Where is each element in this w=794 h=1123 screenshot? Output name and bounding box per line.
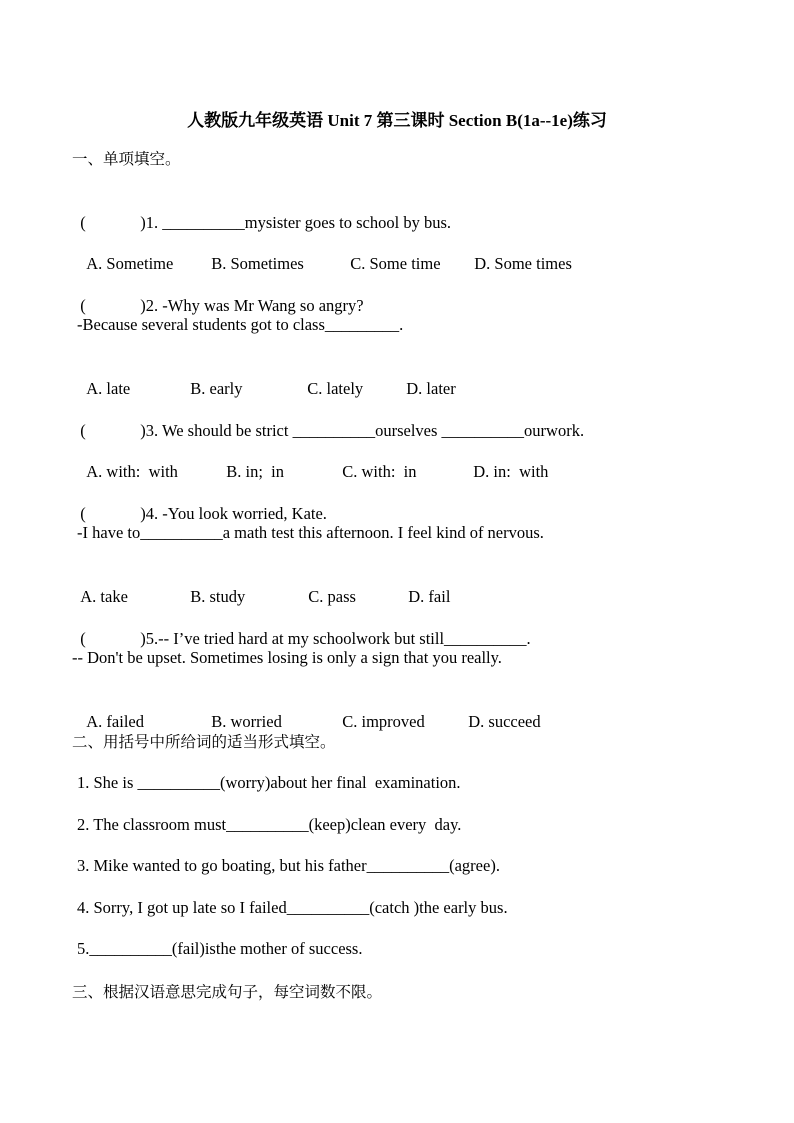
question-2-options <box>78 356 456 400</box>
question-2 <box>72 273 364 317</box>
section-heading-2: 二、用括号中所给词的适当形式填空。 <box>72 733 336 751</box>
option-b: B. Sometimes <box>211 254 304 273</box>
option-c: C. lately <box>307 379 364 398</box>
option-b: B. worried <box>211 712 282 731</box>
answer-bracket[interactable]: ( <box>80 629 86 648</box>
option-c: C. improved <box>342 712 425 731</box>
question-1 <box>72 190 451 234</box>
answer-bracket[interactable]: ( <box>80 213 86 232</box>
option-b: B. early <box>190 379 243 398</box>
option-a: A. with: with <box>86 462 178 481</box>
question-5 <box>72 606 531 650</box>
fill-item: 2. The classroom must__________(keep)clean every day. <box>77 815 462 834</box>
question-stem: )5.-- I’ve tried hard at my schoolwork but still__________. <box>140 629 531 648</box>
option-c: C. pass <box>308 587 356 606</box>
option-d: D. fail <box>408 587 451 606</box>
fill-item: 3. Mike wanted to go boating, but his father__________(agree). <box>77 856 500 875</box>
option-a: A. take <box>80 587 128 606</box>
option-d: D. Some times <box>474 254 572 273</box>
fill-item: 4. Sorry, I got up late so I failed__________(catch )the early bus. <box>77 898 508 917</box>
section-heading-3: 三、根据汉语意思完成句子，每空词数不限。 <box>72 983 383 1001</box>
fill-item: 5.__________(fail)isthe mother of success. <box>77 939 363 958</box>
question-1-options <box>78 231 572 275</box>
answer-bracket[interactable]: ( <box>80 504 86 523</box>
question-3 <box>72 398 584 442</box>
question-stem: )2. -Why was Mr Wang so angry? <box>140 296 364 315</box>
option-a: A. Sometime <box>86 254 174 273</box>
option-b: B. study <box>190 587 246 606</box>
question-4-options <box>72 564 450 608</box>
question-4 <box>72 481 327 525</box>
fill-item: 1. She is __________(worry)about her final examination. <box>77 773 461 792</box>
option-d: D. succeed <box>468 712 541 731</box>
section-heading-1: 一、单项填空。 <box>72 150 181 168</box>
option-d: D. later <box>406 379 456 398</box>
answer-bracket[interactable]: ( <box>80 296 86 315</box>
question-5-options <box>78 689 541 733</box>
page-title: 人教版九年级英语 Unit 7 第三课时 Section B(1a--1e)练习 <box>187 111 607 130</box>
option-b: B. in; in <box>226 462 285 481</box>
option-d: D. in: with <box>473 462 549 481</box>
option-a: A. failed <box>86 712 144 731</box>
question-3-options <box>78 439 548 483</box>
question-4-response: -I have to__________a math test this afternoon. I feel kind of nervous. <box>77 523 544 542</box>
answer-bracket[interactable]: ( <box>80 421 86 440</box>
question-5-response: -- Don't be upset. Sometimes losing is only a sign that you really. <box>72 648 502 667</box>
option-a: A. late <box>86 379 131 398</box>
question-2-response: -Because several students got to class_________. <box>77 315 404 334</box>
question-stem: )3. We should be strict __________ourselves __________ourwork. <box>140 421 585 440</box>
option-c: C. with: in <box>342 462 417 481</box>
option-c: C. Some time <box>350 254 441 273</box>
question-stem: )4. -You look worried, Kate. <box>140 504 327 523</box>
question-stem: )1. __________mysister goes to school by bus. <box>140 213 451 232</box>
